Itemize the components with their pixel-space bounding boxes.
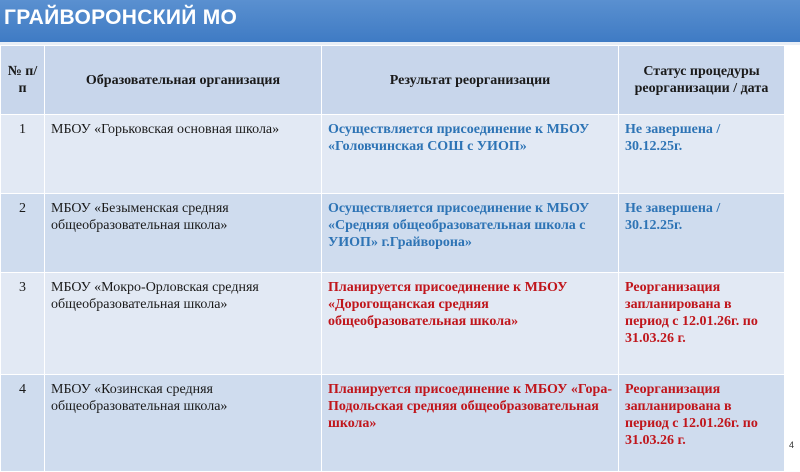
reorganization-table — [0, 45, 785, 472]
result-cell: Планируется присоединение к МБОУ «Гора-Подольская средняя общеобразовательная школа» — [322, 375, 619, 472]
row-number: 4 — [1, 375, 45, 472]
organization-cell: МБОУ «Безыменская средняя общеобразовательная школа» — [45, 194, 322, 273]
organization-cell: МБОУ «Горьковская основная школа» — [45, 115, 322, 194]
result-cell: Осуществляется присоединение к МБОУ «Средняя общеобразовательная школа с УИОП» г.Грайворона» — [322, 194, 619, 273]
status-cell: Реорганизация запланирована в период с 12.01.26г. по 31.03.26 г. — [619, 375, 785, 472]
table-header-row — [1, 46, 785, 115]
page-title: ГРАЙВОРОНСКИЙ МО — [4, 6, 238, 29]
status-cell: Не завершена / 30.12.25г. — [619, 115, 785, 194]
column-header-status: Статус процедуры реорганизации / дата — [619, 46, 785, 115]
table-row — [1, 115, 785, 194]
table-row — [1, 273, 785, 375]
row-number: 1 — [1, 115, 45, 194]
column-header-number: № п/п — [1, 46, 45, 115]
status-cell: Не завершена / 30.12.25г. — [619, 194, 785, 273]
status-cell: Реорганизация запланирована в период с 12.01.26г. по 31.03.26 г. — [619, 273, 785, 375]
row-number: 2 — [1, 194, 45, 273]
organization-cell: МБОУ «Мокро-Орловская средняя общеобразовательная школа» — [45, 273, 322, 375]
table-row — [1, 194, 785, 273]
row-number: 3 — [1, 273, 45, 375]
column-header-result: Результат реорганизации — [322, 46, 619, 115]
table-row — [1, 375, 785, 472]
title-bar — [0, 0, 800, 45]
page-number: 4 — [788, 440, 794, 450]
column-header-organization: Образовательная организация — [45, 46, 322, 115]
organization-cell: МБОУ «Козинская средняя общеобразовательная школа» — [45, 375, 322, 472]
result-cell: Осуществляется присоединение к МБОУ «Головчинская СОШ с УИОП» — [322, 115, 619, 194]
result-cell: Планируется присоединение к МБОУ «Дорогощанская средняя общеобразовательная школа» — [322, 273, 619, 375]
